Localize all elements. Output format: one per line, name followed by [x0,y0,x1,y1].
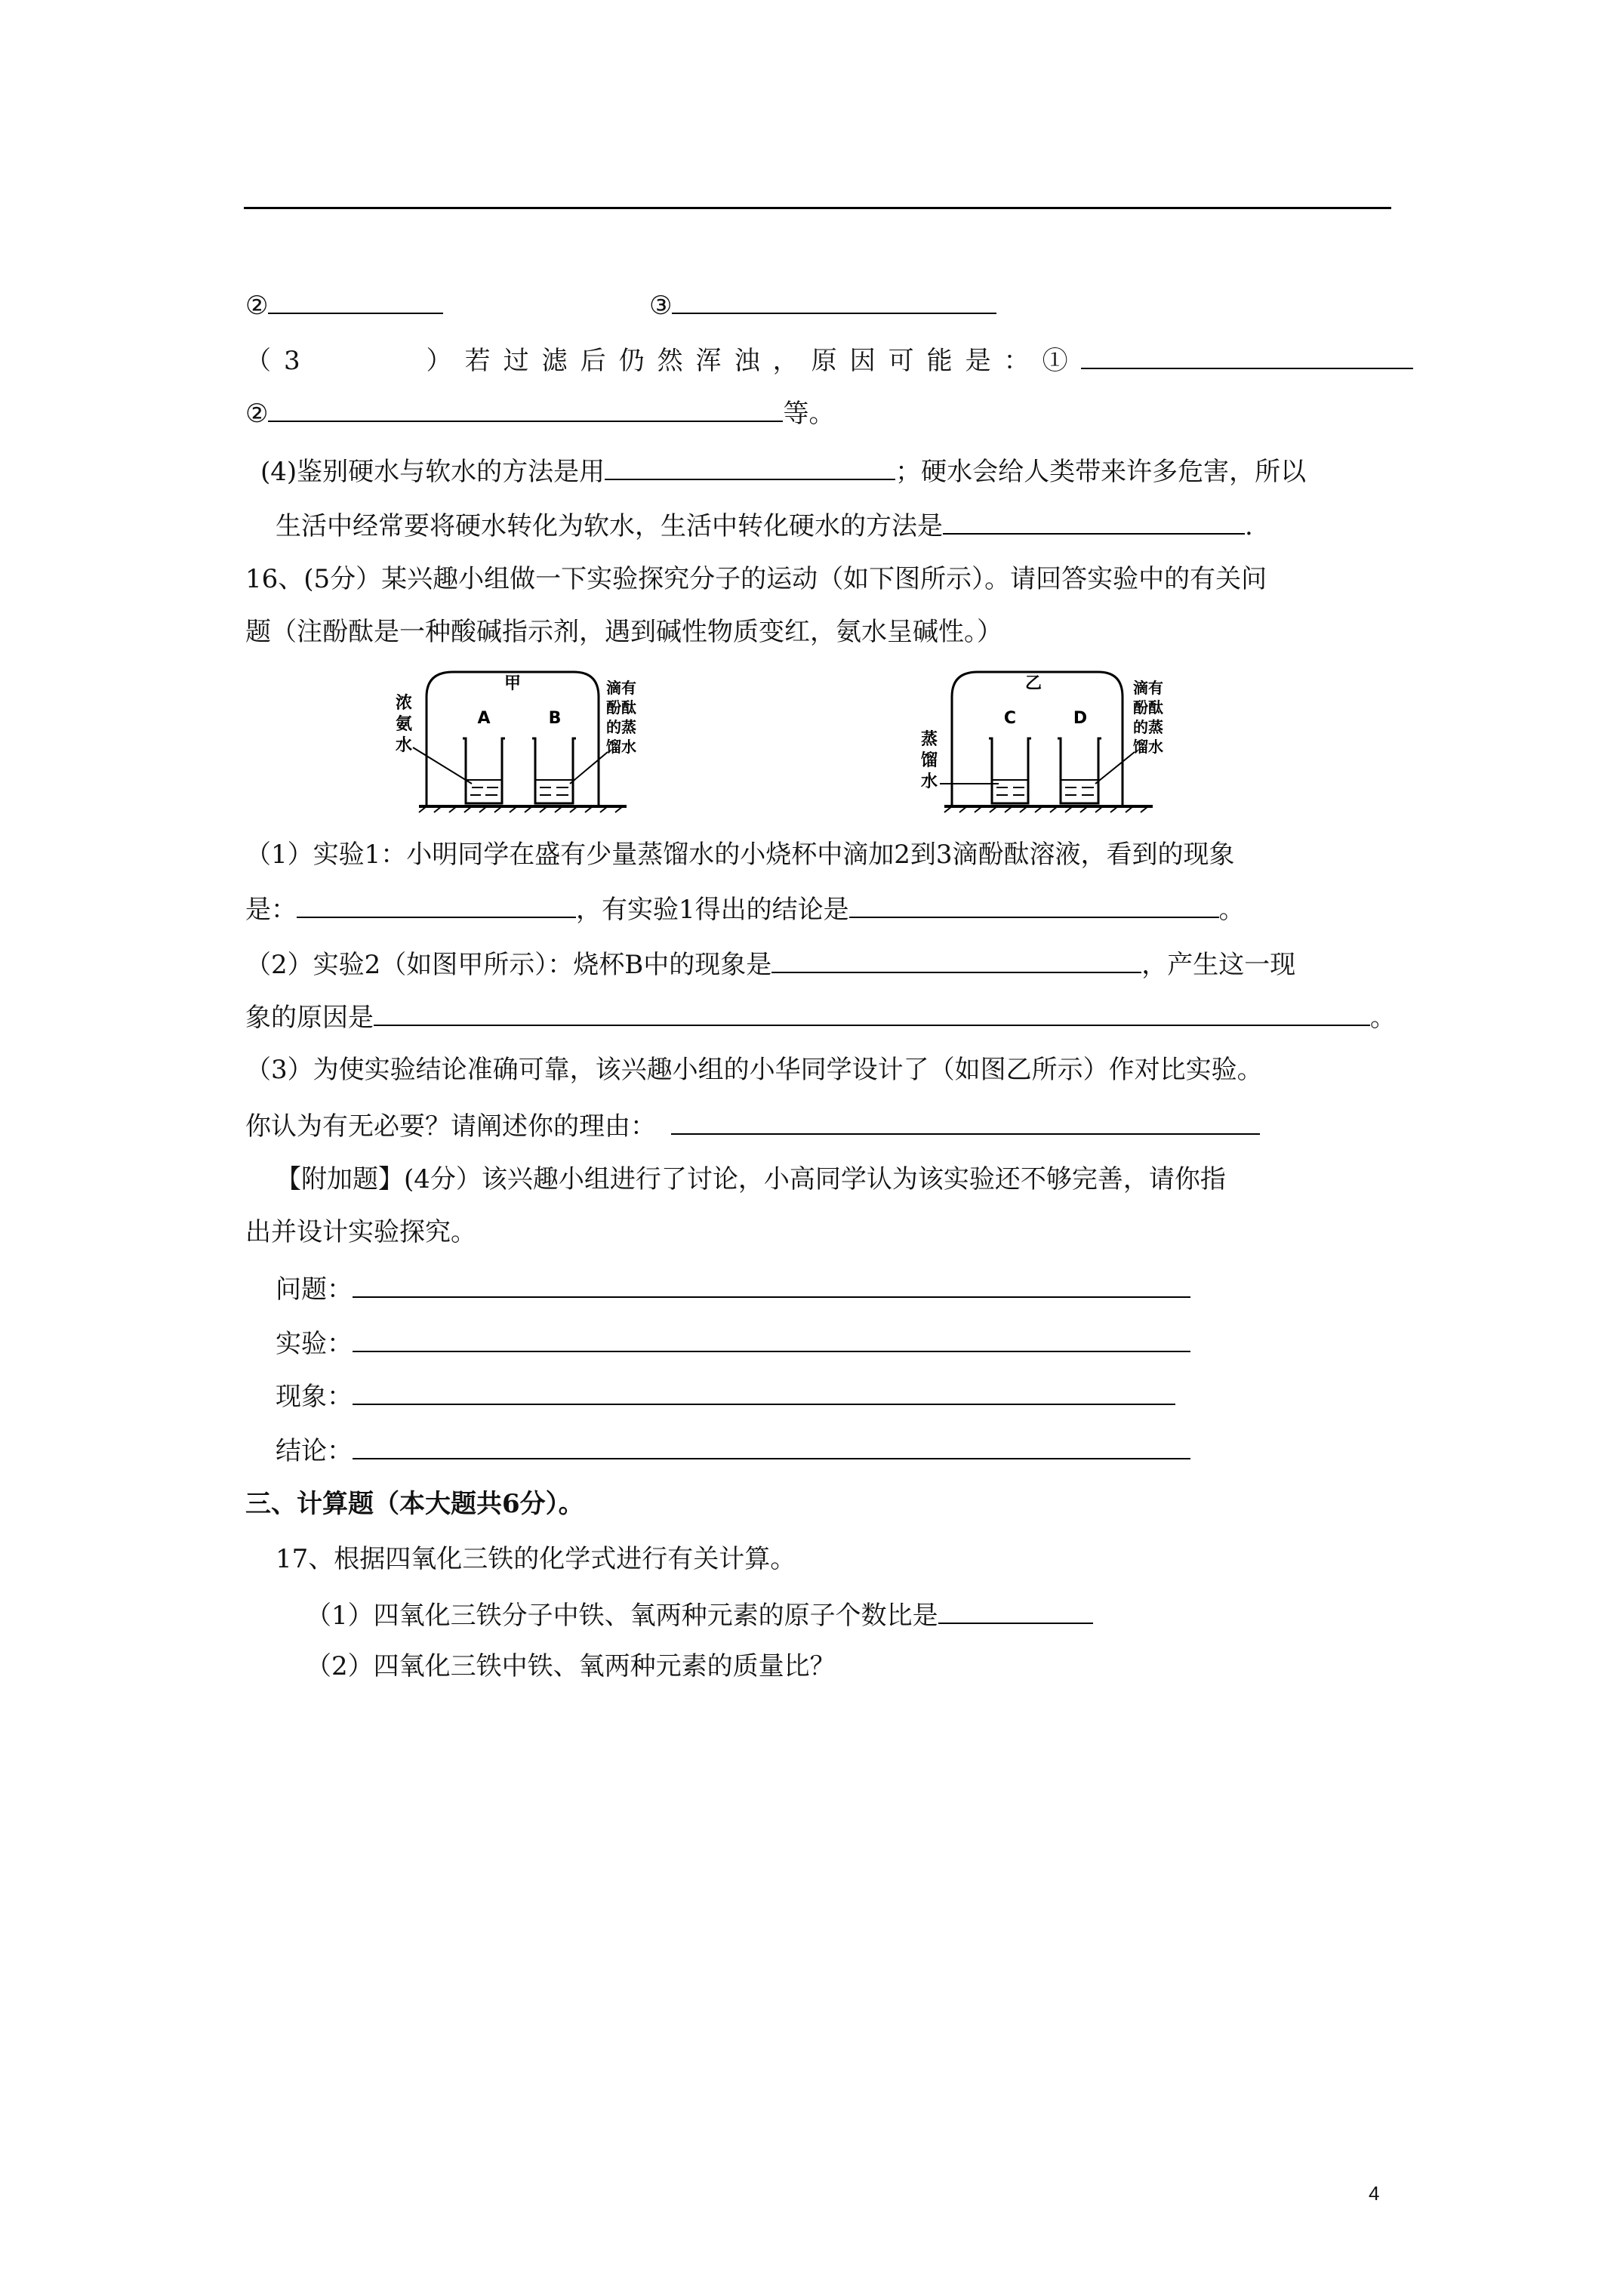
answer-blank[interactable] [771,946,1141,973]
figure-jia-title: 甲 [504,674,522,693]
q15-3-line: （3 ）若过滤后仍然浑浊，原因可能是：① [245,342,1413,378]
svg-text:酚酞: 酚酞 [1133,698,1163,717]
exp3-line: （3）为使实验结论准确可靠，该兴趣小组的小华同学设计了（如图乙所示）作对比实验。 [245,1055,1263,1085]
label-c: C [1003,709,1017,728]
svg-text:馏水: 馏水 [606,738,636,756]
label-b: B [548,709,562,728]
answer-blank[interactable] [938,1597,1093,1624]
answer-blank[interactable] [943,507,1245,535]
field-problem: 问题： [276,1271,1190,1306]
svg-text:滴有: 滴有 [606,679,636,697]
svg-text:氨: 氨 [395,715,413,734]
svg-text:酚酞: 酚酞 [606,698,636,717]
beaker-d [1058,738,1101,803]
exp1-line2: 是： ，有实验1得出的结论是 。 [245,891,1245,926]
svg-text:浓: 浓 [395,694,413,713]
answer-blank[interactable] [353,1432,1190,1459]
field-experiment: 实验： [276,1325,1190,1361]
blank-line-1 [245,287,443,322]
figure-yi [910,663,1166,817]
circle-3-marker: ③ [649,291,673,321]
field-conclusion: 结论： [276,1432,1190,1468]
answer-blank[interactable] [297,891,576,918]
header-rule [244,207,1391,209]
figure-yi-svg [910,663,1166,814]
answer-blank[interactable] [353,1378,1175,1405]
figure-jia [389,663,638,817]
beaker-b [532,738,576,803]
bonus-question-2: 出并设计实验探究。 [245,1217,476,1247]
answer-blank[interactable] [353,1325,1190,1352]
svg-text:水: 水 [920,772,938,791]
svg-text:的蒸: 的蒸 [1133,718,1163,736]
exp1-line: （1）实验1：小明同学在盛有少量蒸馏水的小烧杯中滴加2到3滴酚酞溶液，看到的现象 [245,840,1235,870]
svg-text:蒸: 蒸 [920,730,938,749]
figure-jia-svg [389,663,638,814]
field-phenomenon: 现象： [276,1378,1175,1413]
section-heading: 三、计算题（本大题共6分）。 [245,1489,584,1519]
figure-yi-title: 乙 [1024,674,1042,693]
svg-text:馏水: 馏水 [1133,738,1163,756]
q16-stem: 16、(5分）某兴趣小组做一下实验探究分子的运动（如下图所示）。请回答实验中的有关问 [245,564,1267,594]
svg-text:滴有: 滴有 [1133,679,1163,697]
label-d: D [1073,709,1088,728]
q16-stem-2: 题（注酚酞是一种酸碱指示剂，遇到碱性物质变红，氨水呈碱性。） [245,617,1002,647]
bonus-question: 【附加题】(4分）该兴趣小组进行了讨论，小高同学认为该实验还不够完善，请你指 [276,1164,1226,1194]
answer-blank[interactable] [268,287,443,314]
exp2-line: （2）实验2（如图甲所示）：烧杯B中的现象是 ，产生这一现 [245,946,1295,982]
exp2-line2: 象的原因是 。 [245,999,1396,1034]
q15-3-line2: ② 等。 [245,395,834,430]
q17-part1: （1）四氧化三铁分子中铁、氧两种元素的原子个数比是 [306,1597,1093,1632]
blank-line-1b [649,287,996,322]
answer-blank[interactable] [268,395,783,422]
label-a: A [477,709,491,728]
q15-4-line: (4)鉴别硬水与软水的方法是用 ；硬水会给人类带来许多危害，所以 [260,453,1306,488]
page-number: 4 [1369,2182,1380,2205]
exp3-line2: 你认为有无必要？请阐述你的理由： [245,1108,1260,1143]
circle-2-marker: ② [245,291,269,321]
answer-blank[interactable] [671,1108,1260,1135]
beaker-c [989,738,1031,803]
svg-text:水: 水 [395,736,413,755]
answer-blank[interactable] [353,1271,1190,1298]
answer-blank[interactable] [849,891,1219,918]
svg-text:馏: 馏 [920,751,938,770]
answer-blank[interactable] [605,453,895,480]
answer-blank[interactable] [1081,342,1413,369]
q17-part2: （2）四氧化三铁中铁、氧两种元素的质量比？ [306,1651,836,1681]
svg-text:的蒸: 的蒸 [606,718,636,736]
answer-blank[interactable] [374,999,1370,1026]
q15-4-line2: 生活中经常要将硬水转化为软水，生活中转化硬水的方法是 . [276,507,1253,543]
answer-blank[interactable] [672,287,996,314]
q17-stem: 17、根据四氧化三铁的化学式进行有关计算。 [276,1544,796,1574]
beaker-a [463,738,505,803]
